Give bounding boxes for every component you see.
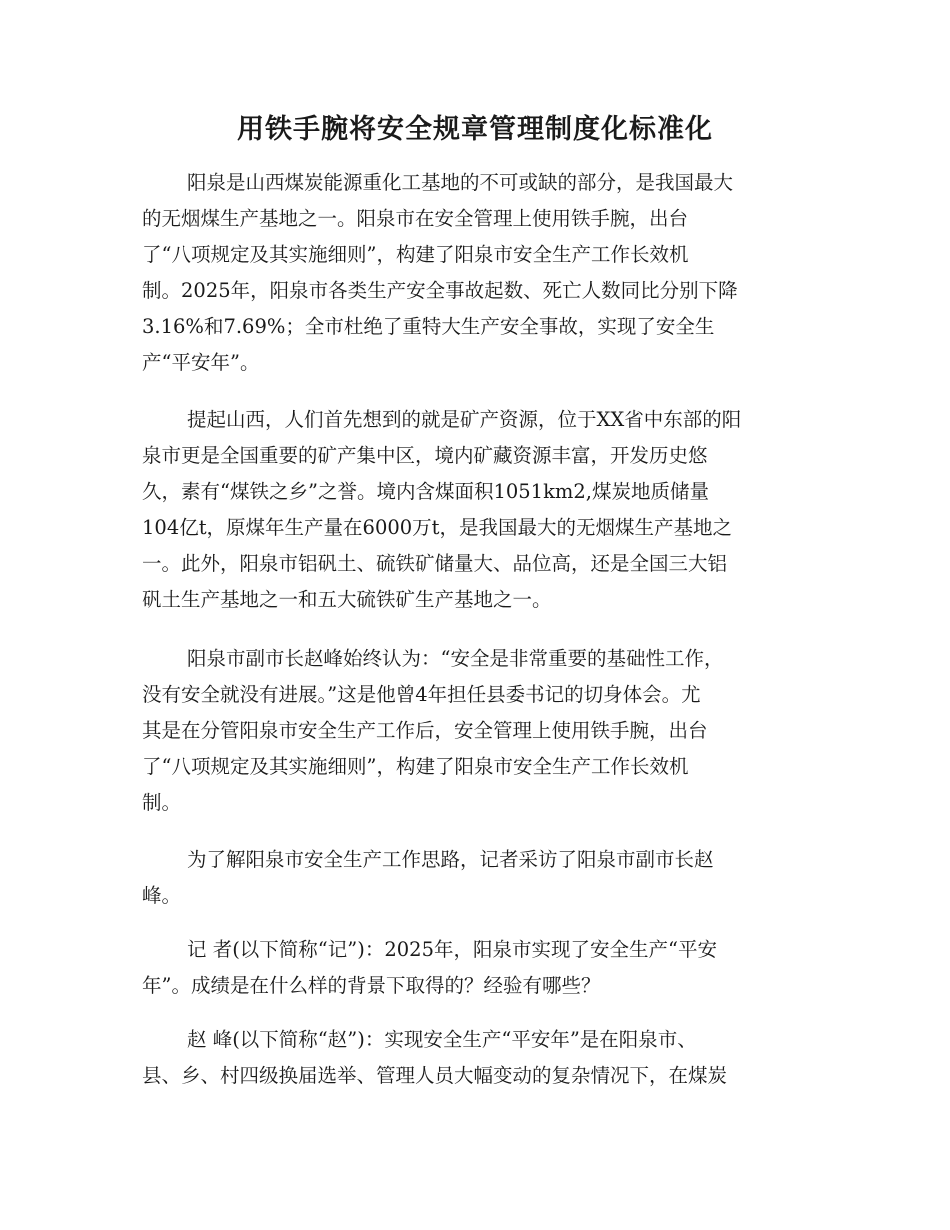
text-line: 了“八项规定及其实施细则”，构建了阳泉市安全生产工作长效机 (142, 243, 689, 266)
text-line: 产“平安年”。 (142, 351, 260, 374)
text-line: 其是在分管阳泉市安全生产工作后，安全管理上使用铁手腕，出台 (142, 719, 708, 742)
text-line: 年”。成绩是在什么样的背景下取得的？经验有哪些？ (142, 974, 601, 997)
paragraph-4 (142, 842, 810, 914)
text-line: 峰。 (142, 884, 182, 907)
text-line: 没有安全就没有进展。”这是他曾4年担任县委书记的切身体会。尤 (142, 683, 701, 706)
text-line: 阳泉是山西煤炭能源重化工基地的不可或缺的部分，是我国最大 (187, 171, 734, 194)
text-line: 矾土生产基地之一和五大硫铁矿生产基地之一。 (142, 588, 552, 611)
text-line: 制。 (142, 791, 182, 814)
text-line: 3.16%和7.69%；全市杜绝了重特大生产安全事故，实现了安全生 (142, 315, 715, 338)
text-line: 提起山西，人们首先想到的就是矿产资源，位于XX省中东部的阳 (187, 408, 742, 431)
text-line: 县、乡、村四级换届选举、管理人员大幅变动的复杂情况下，在煤炭 (142, 1064, 728, 1087)
text-line: 为了解阳泉市安全生产工作思路，记者采访了阳泉市副市长赵 (187, 848, 714, 871)
paragraph-3 (142, 641, 810, 821)
paragraph-2 (142, 402, 810, 618)
text-line: 了“八项规定及其实施细则”，构建了阳泉市安全生产工作长效机 (142, 755, 689, 778)
document-title: 用铁手腕将安全规章管理制度化标准化 (237, 114, 713, 145)
text-line: 一。此外，阳泉市铝矾土、硫铁矿储量大、品位高，还是全国三大铝 (142, 552, 728, 575)
text-line: 阳泉市副市长赵峰始终认为：“安全是非常重要的基础性工作， (187, 647, 724, 670)
text-line: 泉市更是全国重要的矿产集中区，境内矿藏资源丰富，开发历史悠 (142, 444, 708, 467)
text-line: 赵 峰(以下简称“赵”)：实现安全生产“平安年”是在阳泉市、 (187, 1028, 697, 1051)
paragraph-6 (142, 1022, 810, 1094)
paragraph-1 (142, 165, 810, 381)
text-line: 制。2025年，阳泉市各类生产安全事故起数、死亡人数同比分别下降 (142, 279, 738, 302)
paragraph-5 (142, 932, 810, 1004)
text-line: 的无烟煤生产基地之一。阳泉市在安全管理上使用铁手腕，出台 (142, 207, 689, 230)
text-line: 记 者(以下简称“记”)：2025年，阳泉市实现了安全生产“平安 (187, 938, 717, 961)
text-line: 104亿t，原煤年生产量在6000万t，是我国最大的无烟煤生产基地之 (142, 516, 733, 539)
text-line: 久，素有“煤铁之乡”之誉。境内含煤面积1051km2,煤炭地质储量 (142, 480, 709, 503)
